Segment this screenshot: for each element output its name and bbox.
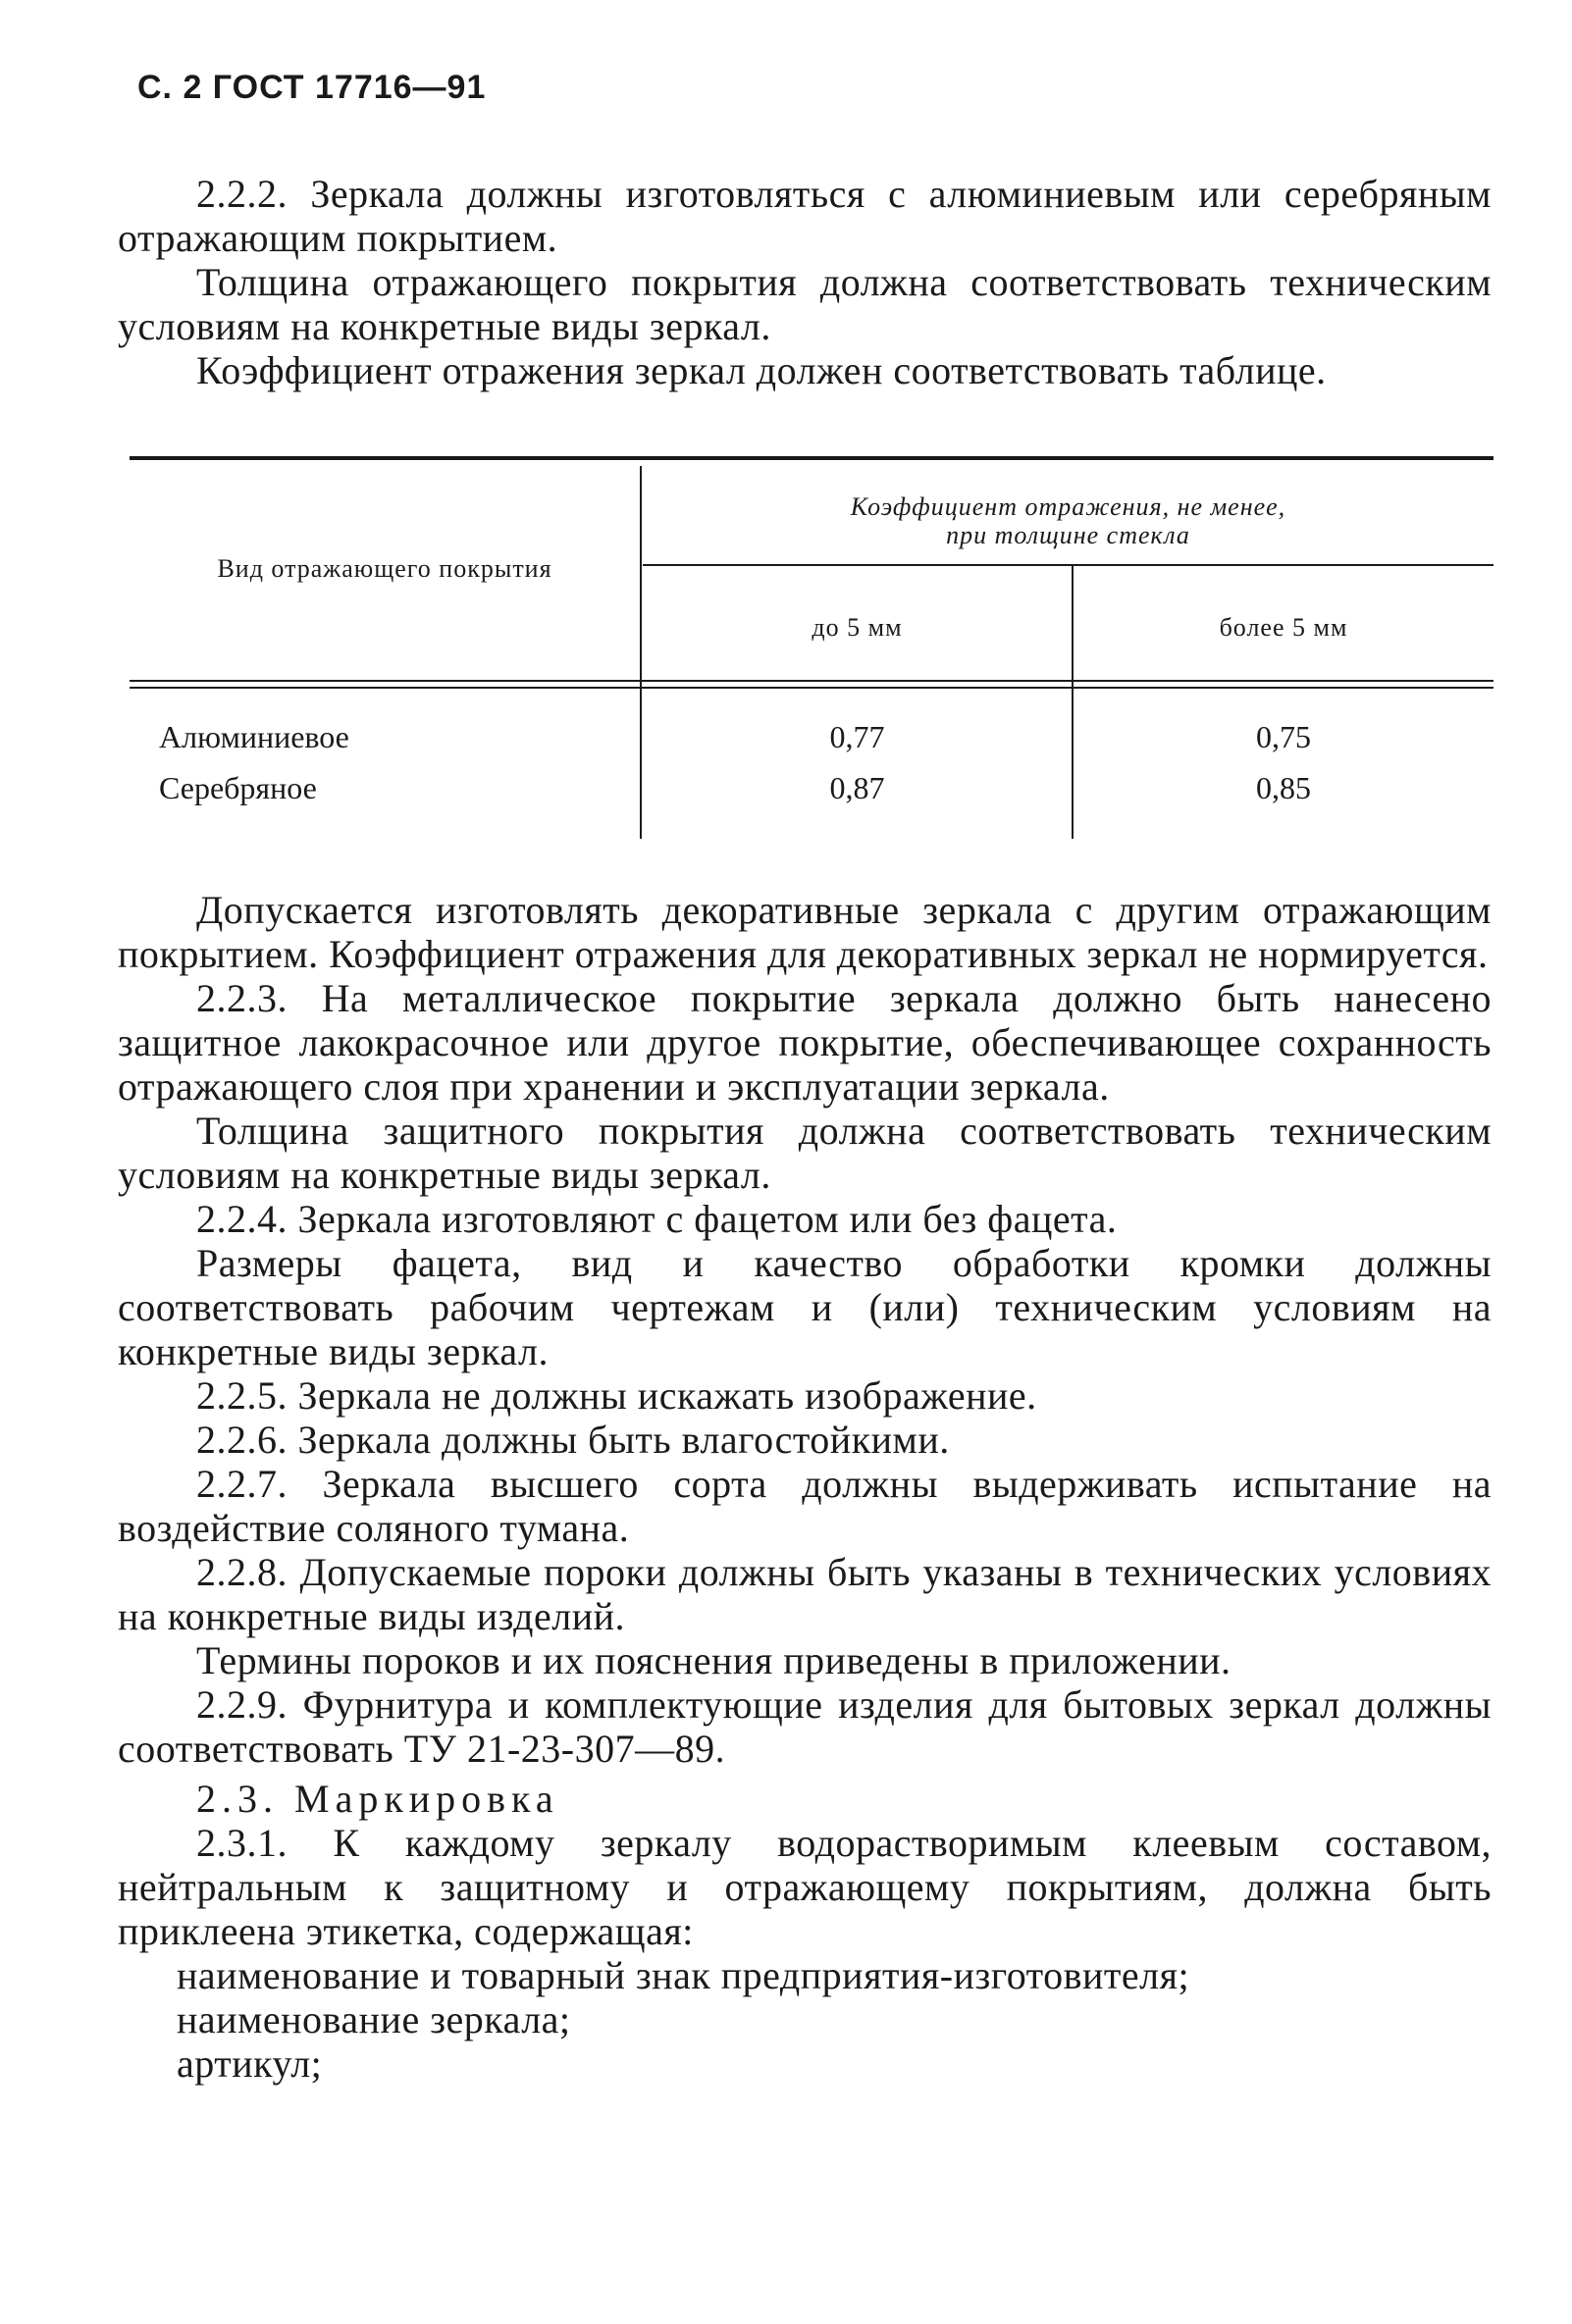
table-cell-over-5: 0,75 xyxy=(1256,719,1311,754)
paragraph: Термины пороков и их пояснения приведены в приложении. xyxy=(196,1638,1231,1682)
paragraph: 2.2.7. Зеркала высшего сорта должны выдерживать испытание на воздействие соляного тумана. xyxy=(118,1462,1492,1550)
page-header: С. 2 ГОСТ 17716—91 xyxy=(137,69,487,106)
col-header-coating: Вид отражающего покрытия xyxy=(217,554,552,583)
table-top-rule xyxy=(130,456,1493,460)
table-cell-over-5: 0,85 xyxy=(1256,770,1311,805)
paragraph: 2.3.1. К каждому зеркалу водорастворимым клеевым составом, нейтральным к защитному и отражающему покрытиям, должна быть приклеена этикетка, содержащая: xyxy=(118,1821,1492,1953)
paragraph: 2.2.4. Зеркала изготовляют с фацетом или без фацета. xyxy=(196,1197,1118,1241)
paragraph: Размеры фацета, вид и качество обработки кромки должны соответствовать рабочим чертежам и (или) техническим условиям на конкретные виды зеркал. xyxy=(118,1241,1492,1373)
list-item: артикул; xyxy=(177,2041,323,2086)
paragraph: Толщина отражающего покрытия должна соответствовать техническим условиям на конкретные виды зеркал. xyxy=(118,260,1492,348)
list-item: наименование зеркала; xyxy=(177,1997,571,2041)
section-title: 2.3. Маркировка xyxy=(196,1777,559,1821)
paragraph: 2.2.5. Зеркала не должны искажать изображение. xyxy=(196,1373,1037,1418)
paragraph: 2.2.6. Зеркала должны быть влагостойкими. xyxy=(196,1418,950,1462)
table-group-rule xyxy=(643,564,1493,566)
group-header-line1: Коэффициент отражения, не менее, xyxy=(850,492,1286,521)
paragraph: 2.2.9. Фурнитура и комплектующие изделия для бытовых зеркал должны соответствовать ТУ 21-23-307—89. xyxy=(118,1682,1492,1771)
paragraph: Допускается изготовлять декоративные зеркала с другим отражающим покрытием. Коэффициент отражения для декоративных зеркал не нормируется. xyxy=(118,888,1492,976)
paragraph: 2.2.2. Зеркала должны изготовляться с алюминиевым или серебряным отражающим покрытием. xyxy=(118,172,1492,260)
table-cell-coating: Алюминиевое xyxy=(159,719,349,754)
paragraph: Коэффициент отражения зеркал должен соответствовать таблице. xyxy=(196,348,1327,392)
text-block-bottom xyxy=(118,888,1492,2086)
text-block-top xyxy=(118,172,1492,392)
table-cell-up-to-5: 0,87 xyxy=(829,770,885,805)
paragraph: 2.2.3. На металлическое покрытие зеркала должно быть нанесено защитное лакокрасочное или другое покрытие, обеспечивающее сохранность отражающего слоя при хранении и эксплуатации зеркала. xyxy=(118,976,1492,1109)
table-divider xyxy=(640,466,642,839)
col-header-up-to-5: до 5 мм xyxy=(812,613,903,642)
group-header-line2: при толщине стекла xyxy=(946,521,1190,549)
table-cell-up-to-5: 0,77 xyxy=(829,719,885,754)
paragraph: Толщина защитного покрытия должна соответствовать техническим условиям на конкретные виды зеркал. xyxy=(118,1109,1492,1197)
paragraph: 2.2.8. Допускаемые пороки должны быть указаны в технических условиях на конкретные виды изделий. xyxy=(118,1550,1492,1638)
table-cell-coating: Серебряное xyxy=(159,770,317,805)
list-item: наименование и товарный знак предприятия-изготовителя; xyxy=(177,1953,1190,1997)
table-header-rule xyxy=(130,687,1493,689)
reflection-coefficient-table xyxy=(130,456,1493,849)
table-header-rule xyxy=(130,680,1493,682)
col-header-over-5: более 5 мм xyxy=(1219,613,1348,642)
